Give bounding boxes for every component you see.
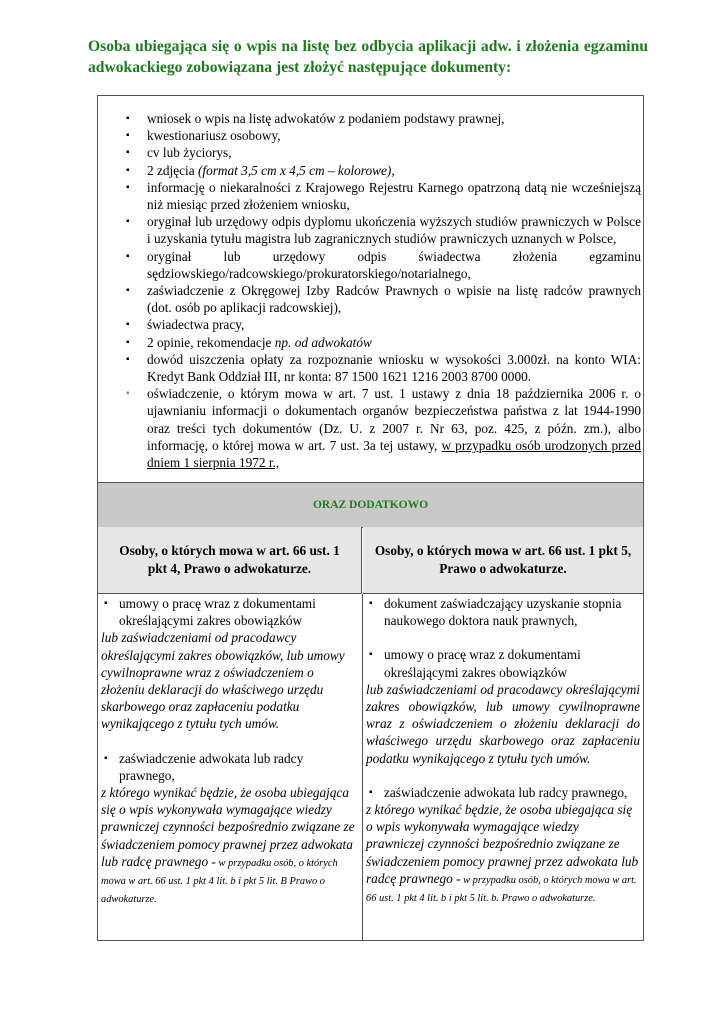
bullet-icon: ▪ [126,216,130,228]
documents-table [97,95,644,941]
list-item: ▪ zaświadczenie z Okręgowej Izby Radców Prawnych o wpisie na listę radców prawnych (dot. osób po aplikacji radcowskiej), [126,283,641,316]
list-item-note: w przypadku osób, o których mowa w art. 66 ust. 1 pkt 4 lit. b i pkt 5 lit. B Prawo o adwokaturze. [101,857,338,905]
list-item: ▪ 2 opinie, rekomendacje np. od adwokatów [126,334,372,350]
bullet-icon: ▪ [126,130,130,142]
list-item: ▪ zaświadczenie adwokata lub radcy prawnego, [369,784,628,800]
list-item-detail: z którego wynikać będzie, że osoba ubiegająca się o wpis wykonywała wymagające wiedzy prawniczej czynności bezpośrednio związane ze świadczeniem pomocy prawnej przez adwokata lub radcę prawnego - w przypadku osób, o których mowa w art. 66 ust. 1 pkt 4 lit. b i pkt 5 lit. B Prawo o adwokaturze. [101,785,355,905]
bullet-icon: ▪ [126,336,130,348]
bullet-icon: ▪ [104,598,108,609]
list-item: ▪ oświadczenie, o którym mowa w art. 7 ust. 1 ustawy z dnia 18 października 2006 r. o ujawnianiu informacji o dokumentach organów bezpieczeństwa państwa z lat 1944-1990 oraz treści tych dokumentów (Dz. U. z 2007 r. Nr 63, poz. 425, z późn. zm.), albo informację, o której mowa w art. 7 ust. 3a tej ustawy, w przypadku osób urodzonych przed dniem 1 sierpnia 1972 r., [126,386,641,471]
additional-section-label: ORAZ DODATKOWO [98,482,643,528]
list-item: ▪ zaświadczenie adwokata lub radcy prawnego, [104,750,304,783]
list-item: ▪ umowy o pracę wraz z dokumentami określającymi zakres obowiązków [104,596,316,629]
column-header-pkt4: Osoby, o których mowa w art. 66 ust. 1 pkt 4, Prawo o adwokaturze. [98,527,362,594]
list-item-detail: lub zaświadczeniami od pracodawcy określającymi zakres obowiązków, lub umowy cywilnoprawne wraz z oświadczeniem o złożeniu deklaracji do właściwego urzędu skarbowego oraz zapłaceniu podatku wynikającego z tytułu tych umów. [366,681,640,766]
bullet-icon: ▪ [369,786,373,798]
page-title: Osoba ubiegająca się o wpis na listę bez odbycia aplikacji adw. i złożenia egzaminu adwokackiego zobowiązana jest złożyć następujące dokumenty: [88,38,648,76]
list-item: ▪ cv lub życiorys, [126,145,232,161]
bullet-icon: ▪ [104,752,108,764]
bullet-icon: ▪ [126,147,130,159]
column-header-pkt5: Osoby, o których mowa w art. 66 ust. 1 pkt 5, Prawo o adwokaturze. [363,527,643,594]
list-item: ▪ kwestionariusz osobowy, [126,128,281,144]
list-item: ▪ 2 zdjęcia (format 3,5 cm x 4,5 cm – kolorowe), [126,162,395,178]
bullet-icon: ▪ [126,285,130,297]
bullet-icon: ▪ [126,319,130,331]
list-item: ▪ umowy o pracę wraz z dokumentami określającymi zakres obowiązków [369,647,581,680]
bullet-icon: ▪ [126,181,130,193]
column-pkt5 [366,595,640,906]
list-item-detail: z którego wynikać będzie, że osoba ubiegająca się o wpis wykonywała wymagające wiedzy prawniczej czynności bezpośrednio związane ze świadczeniem pomocy prawnej przez adwokata lub radcę prawnego - w przypadku osób, o których mowa w art. 66 ust. 1 pkt 4 lit. b i pkt 5 lit. b. Prawo o adwokaturze. [366,802,639,904]
bullet-icon: ▪ [126,113,130,124]
list-item-detail: lub zaświadczeniami od pracodawcy określającymi zakres obowiązków, lub umowy cywilnoprawne wraz z oświadczeniem o złożeniu deklaracji do właściwego urzędu skarbowego oraz zapłaceniu podatku wynikającego z tytułu tych umów. [101,630,345,732]
list-item: ▪ oryginał lub urzędowy odpis świadectwa złożenia egzaminu sędziowskiego/radcowskiego/prokuratorskiego/notarialnego, [126,248,641,281]
bullet-icon: ▪ [126,388,130,400]
bullet-icon: ▪ [126,164,130,176]
list-item-note: w przypadku osób, o których mowa w art. 66 ust. 1 pkt 4 lit. b i pkt 5 lit. b. Prawo o adwokaturze. [366,874,637,904]
bullet-icon: ▪ [369,598,373,609]
list-item: ▪ świadectwa pracy, [126,317,245,333]
list-item: ▪ oryginał lub urzędowy odpis dyplomu ukończenia wyższych studiów prawniczych w Polsce i uzyskania tytułu magistra lub zagranicznych studiów prawniczych uznanych w Polsce, [126,214,641,247]
column-pkt4 [101,595,356,907]
bullet-icon: ▪ [369,649,373,661]
required-documents-list [98,110,643,471]
list-item: ▪ wniosek o wpis na listę adwokatów z podaniem podstawy prawnej, [126,111,505,126]
list-item: ▪ dokument zaświadczający uzyskanie stopnia naukowego doktora nauk prawnych, [369,596,622,629]
list-item: ▪ informację o niekaralności z Krajowego Rejestru Karnego opatrzoną datą nie wcześniejszą niż miesiąc przed złożeniem wniosku, [126,179,641,213]
bullet-icon: ▪ [126,353,130,365]
bullet-icon: ▪ [126,250,130,262]
list-item: ▪ dowód uiszczenia opłaty za rozpoznanie wniosku w wysokości 3.000zł. na konto WIA: Kredyt Bank Oddział III, nr konta: 87 1500 1621 1216 2003 8700 0000. [126,351,641,385]
column-divider [362,594,363,940]
